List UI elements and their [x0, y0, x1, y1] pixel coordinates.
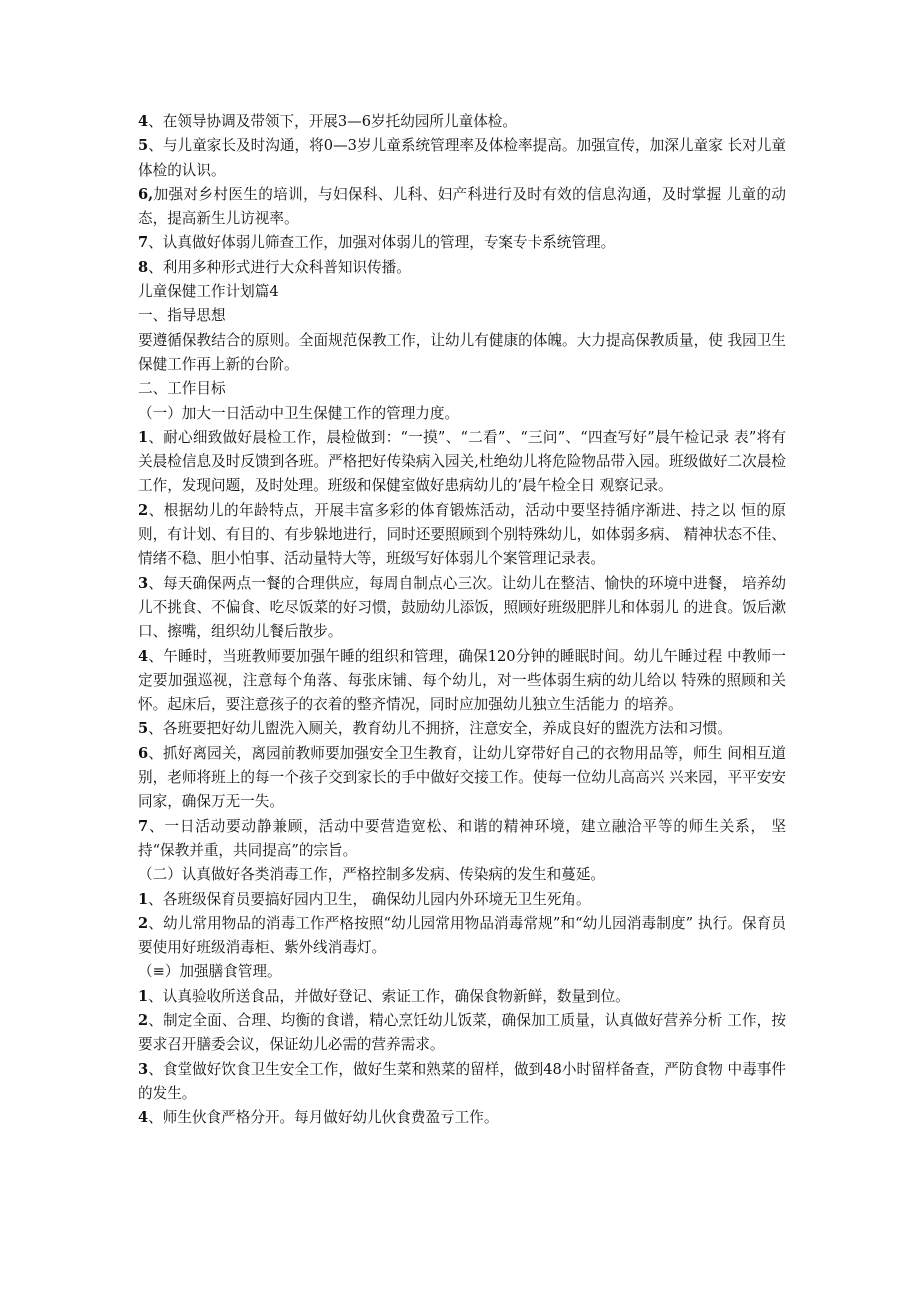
paragraph-text: 、一日活动要动静兼顾，活动中要营造宽松、和谐的精神环境，建立融洽平等的师生关系， 坚持“保教并重，共同提高”的宗旨。 — [138, 817, 786, 859]
paragraph — [138, 426, 786, 499]
paragraph — [138, 985, 786, 1009]
heading-text: 二、工作目标 — [138, 380, 226, 398]
item-number: 7 — [138, 817, 149, 835]
item-number: 1 — [138, 890, 149, 908]
heading — [138, 304, 786, 328]
item-number: 4 — [138, 647, 149, 665]
item-number: 1 — [138, 987, 149, 1005]
paragraph — [138, 645, 786, 718]
paragraph-text: 、幼儿常用物品的消毒工作严格按照“幼儿园常用物品消毒常规”和“幼儿园消毒制度” 执行。保育员要使用好班级消毒柜、紫外线消毒灯。 — [138, 914, 786, 957]
paragraph — [138, 231, 786, 255]
paragraph — [138, 717, 786, 741]
paragraph-text: 、各班级保育员要搞好园内卫生， 确保幼儿园内外环境无卫生死角。 — [148, 890, 591, 908]
paragraph-text: 、根据幼儿的年龄特点，开展丰富多彩的体育锻炼活动，活动中要坚持循序渐进、持之以 恒的原则，有计划、有目的、有步躲地进行，同时还要照顾到个别特殊幼儿，如体弱多病、 精神状态不佳、情绪不稳、胆小怕事、活动量特大等，班级写好体弱儿个案管理记录表。 — [138, 501, 786, 568]
heading-text: 一、指导思想 — [138, 307, 226, 325]
paragraph-text: 、耐心细致做好晨检工作，晨检做到：“一摸”、“二看”、“三问”、“四查写好”晨午检记录 表”将有关晨检信息及时反馈到各班。严格把好传染病入园关,杜绝幼儿将危险物品带入园。班级做好二次晨检工作，发现问题，及时处理。班级和保健室做好患病幼儿的’晨午检全日 观察记录。 — [138, 428, 786, 495]
item-number: 5 — [138, 137, 149, 155]
paragraph-text: 、制定全面、合理、均衡的食谱，精心烹饪幼儿饭菜，确保加工质量，认真做好营养分析 工作，按要求召开膳委会议，保证幼儿必需的营养需求。 — [138, 1011, 786, 1054]
paragraph — [138, 888, 786, 912]
paragraph-text: 、各班要把好幼儿盥洗入厕关，教育幼儿不拥挤，注意安全，养成良好的盥洗方法和习惯。 — [148, 720, 732, 738]
item-number: 8 — [138, 258, 149, 276]
item-number: 3 — [138, 1060, 149, 1078]
item-number: 6, — [138, 185, 154, 203]
paragraph — [138, 183, 786, 232]
paragraph-text: 、认真做好体弱儿筛查工作，加强对体弱儿的管理，专案专卡系统管理。 — [148, 234, 616, 252]
paragraph — [138, 742, 786, 815]
paragraph-text: 加强对乡村医生的培训，与妇保科、儿科、妇产科进行及时有效的信息沟通，及时掌握 儿童的动态，提高新生儿访视率。 — [138, 185, 786, 228]
item-number: 7 — [138, 234, 149, 252]
paragraph-text: 、与儿童家长及时沟通，将0—3岁儿童系统管理率及体检率提高。加强宣传，加深儿童家 长对儿童体检的认识。 — [138, 137, 786, 179]
paragraph — [138, 1009, 786, 1058]
section-title-text: 儿童保健工作计划篇4 — [138, 283, 279, 301]
paragraph — [138, 1106, 786, 1130]
paragraph — [138, 912, 786, 961]
heading — [138, 377, 786, 401]
paragraph-text: 、在领导协调及带领下，开展3—6岁托幼园所儿童体检。 — [148, 113, 517, 130]
paragraph — [138, 256, 786, 280]
subheading-text: （一）加大一日活动中卫生保健工作的管理力度。 — [138, 404, 460, 422]
paragraph-text: 、抓好离园关，离园前教师要加强安全卫生教育，让幼儿穿带好自己的衣物用品等，师生 间相互道别，老师将班上的每一个孩子交到家长的手中做好交接工作。使每一位幼儿高高兴 兴来园，平平安安同家，确保万无一失。 — [138, 744, 786, 811]
item-number: 3 — [138, 574, 149, 592]
paragraph — [138, 499, 786, 572]
paragraph — [138, 572, 786, 645]
item-number: 2 — [138, 501, 149, 519]
paragraph-text: 、师生伙食严格分开。每月做好幼儿伙食费盈亏工作。 — [148, 1109, 499, 1127]
section-title — [138, 280, 786, 304]
paragraph — [138, 134, 786, 183]
paragraph — [138, 815, 786, 864]
subheading — [138, 402, 786, 426]
paragraph — [138, 1058, 786, 1107]
item-number: 2 — [138, 914, 149, 932]
paragraph-text: 、午睡时，当班教师要加强午睡的组织和管理，确保120分钟的睡眠时间。幼儿午睡过程 中教师一定要加强巡视，注意每个角落、每张床铺、每个幼儿，对一些体弱生病的幼儿给以 特殊的照顾和关怀。起床后，要注意孩子的衣着的整齐情况，同时应加强幼儿独立生活能力 的培养。 — [138, 647, 786, 714]
subheading-text: （二）认真做好各类消毒工作，严格控制多发病、传染病的发生和蔓延。 — [138, 866, 606, 884]
item-number: 2 — [138, 1011, 149, 1029]
paragraph-text: 、每天确保两点一餐的合理供应，每周自制点心三次。让幼儿在整洁、愉快的环境中进餐， 培养幼儿不挑食、不偏食、吃尽饭菜的好习惯，鼓励幼儿添饭，照顾好班级肥胖儿和体弱儿 的进食。饭后漱口、擦嘴，组织幼儿餐后散步。 — [138, 574, 786, 641]
subheading — [138, 960, 786, 984]
paragraph-text: 、食堂做好饮食卫生安全工作，做好生菜和熟菜的留样，做到48小时留样备查，严防食物 中毒事件的发生。 — [138, 1060, 786, 1102]
subheading-text: （≡）加强膳食管理。 — [138, 963, 282, 981]
paragraph-text: 、利用多种形式进行大众科普知识传播。 — [148, 258, 411, 276]
item-number: 5 — [138, 720, 149, 738]
subheading — [138, 863, 786, 887]
paragraph — [138, 110, 786, 134]
paragraph-text: 、认真验收所送食品，并做好登记、索证工作，确保食物新鲜，数量到位。 — [148, 987, 630, 1005]
item-number: 6 — [138, 744, 149, 762]
paragraph-text: 要遵循保教结合的原则。全面规范保教工作，让幼儿有健康的体魄。大力提高保教质量，使 我园卫生保健工作再上新的台阶。 — [138, 331, 786, 373]
document-body — [138, 110, 786, 1130]
item-number: 1 — [138, 428, 149, 446]
item-number: 4 — [138, 113, 149, 130]
paragraph — [138, 329, 786, 378]
item-number: 4 — [138, 1109, 149, 1127]
